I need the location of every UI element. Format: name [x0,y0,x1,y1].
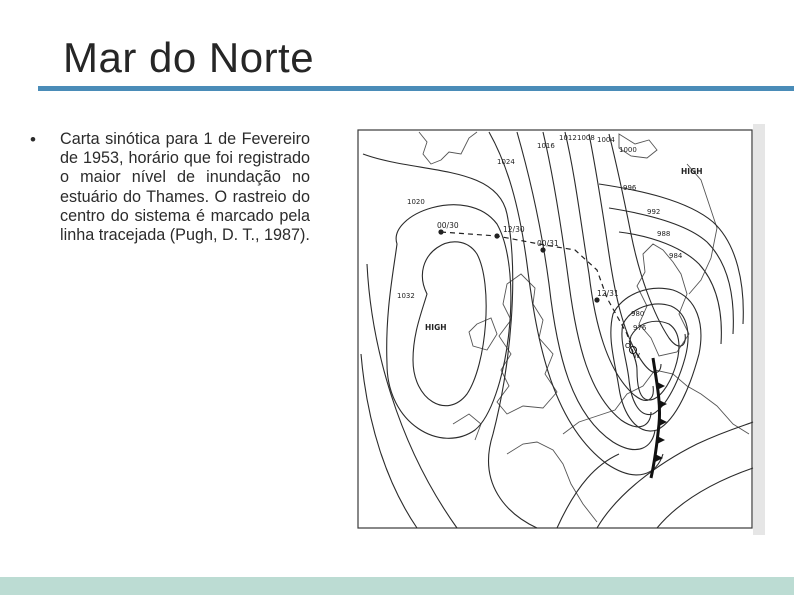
bullet-text: Carta sinótica para 1 de Fevereiro de 1953, horário que foi registrado o maior nível de inundação no estuário do Thames. O rastreio do centro do sistema é marcado pela linha tracejada (Pugh, D. T., 1987). [60,130,310,245]
isobar-label-996: 996 [623,184,637,192]
isobar-label-1008: 1008 [577,134,595,142]
isobar-label-1024: 1024 [497,158,515,166]
scan-edge [753,124,765,535]
high-label-ne: HIGH [681,167,703,176]
isobar-label-980: 980 [631,310,645,318]
isobar-label-1016: 1016 [537,142,555,150]
track-time-1: 00/30 [437,221,459,230]
isobar-label-1000: 1000 [619,146,637,154]
synoptic-chart [357,124,765,535]
synoptic-chart-svg [357,124,765,535]
isobar-label-976: 976 [633,324,647,332]
isobar-label-1032: 1032 [397,292,415,300]
track-time-3: 00/31 [537,239,559,248]
track-time-4: 12/31 [597,289,619,298]
low-center-letter: O [625,342,631,350]
bullet-marker: • [30,130,36,149]
low-center-label: W [633,352,640,360]
isobar-label-984: 984 [669,252,683,260]
track-time-2: 12/30 [503,225,525,234]
footer-bar [0,577,794,595]
high-label-w: HIGH [425,323,447,332]
isobar-label-1012: 1012 [559,134,577,142]
isobar-label-1020: 1020 [407,198,425,206]
isobar-label-1004: 1004 [597,136,615,144]
isobar-label-988: 988 [657,230,671,238]
title-underline [38,86,794,91]
slide-title: Mar do Norte [63,34,315,81]
isobar-label-992: 992 [647,208,661,216]
